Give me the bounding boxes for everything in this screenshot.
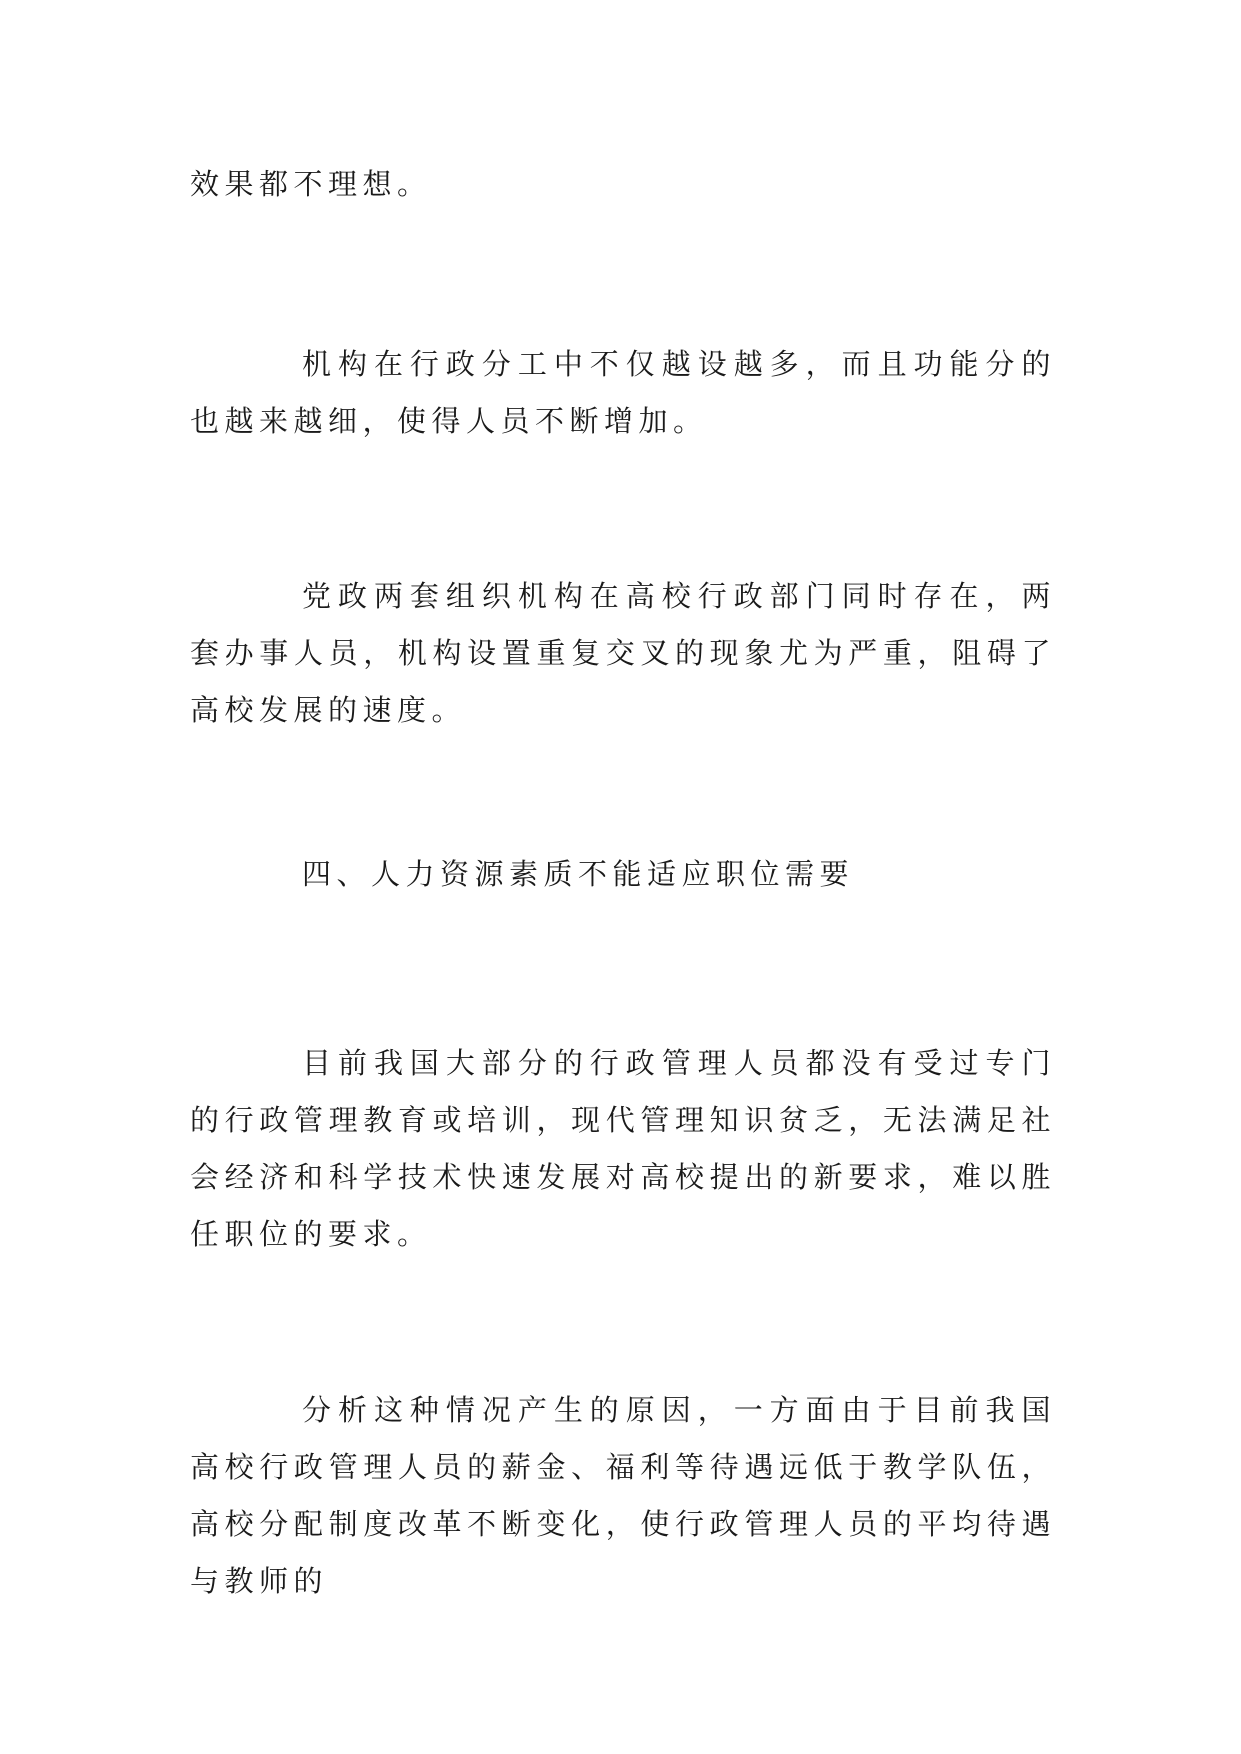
paragraph-staff-training: 目前我国大部分的行政管理人员都没有受过专门的行政管理教育或培训，现代管理知识贫乏，无法满足社会经济和科学技术快速发展对高校提出的新要求，难以胜任职位的要求。 (190, 1046, 1056, 1251)
section-heading-4: 四、人力资源素质不能适应职位需要 (302, 857, 855, 891)
paragraph-party-government-overlap: 党政两套组织机构在高校行政部门同时存在，两套办事人员，机构设置重复交叉的现象尤为严重，阻碍了高校发展的速度。 (190, 579, 1056, 727)
paragraph-institution-growth: 机构在行政分工中不仅越设越多，而且功能分的也越来越细，使得人员不断增加。 (190, 347, 1056, 438)
paragraph-continuation: 效果都不理想。 (190, 167, 432, 201)
paragraph-cause-analysis: 分析这种情况产生的原因，一方面由于目前我国高校行政管理人员的薪金、福利等待遇远低于教学队伍，高校分配制度改革不断变化，使行政管理人员的平均待遇与教师的 (190, 1393, 1056, 1598)
